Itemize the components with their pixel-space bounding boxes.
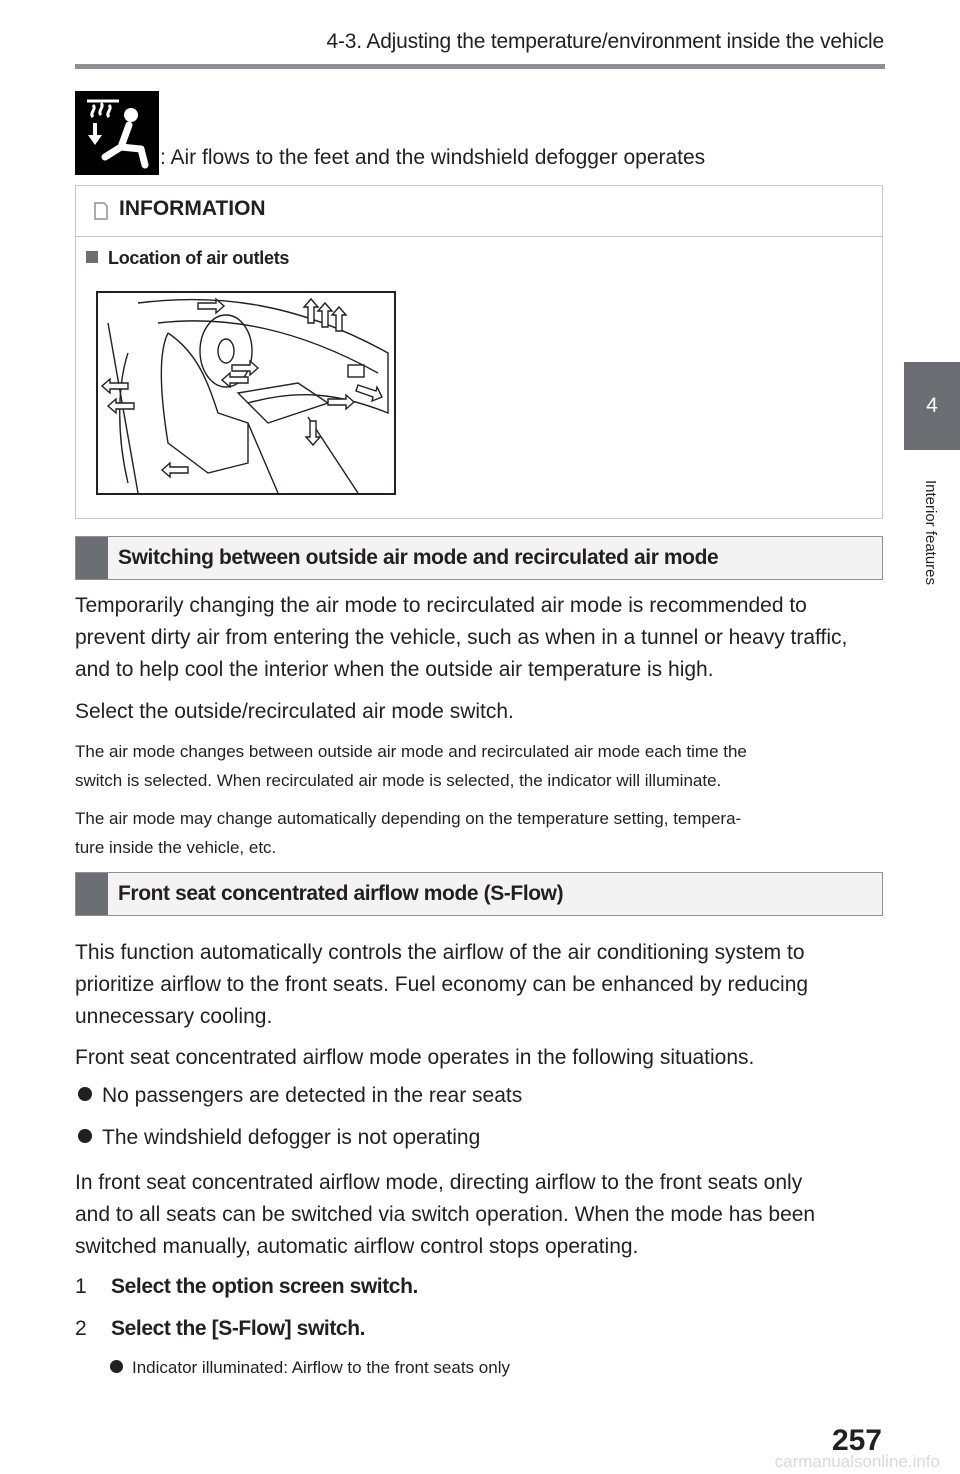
information-title: INFORMATION bbox=[119, 197, 266, 220]
chapter-side-label-text: Interior features bbox=[922, 479, 940, 585]
air-outlets-illustration bbox=[96, 291, 396, 495]
chapter-tab-number: 4 bbox=[926, 394, 938, 417]
s-flow-paragraph: This function automatically controls the airflow of the air conditioning system to prioritize airflow to the front seats. Fuel economy can be enhanced by reducing unnecessary cooling. bbox=[75, 941, 809, 1028]
square-bullet-icon bbox=[86, 251, 98, 263]
step-2 bbox=[75, 1317, 365, 1341]
step-1 bbox=[75, 1275, 418, 1299]
air-outlets-subheading: Location of air outlets bbox=[86, 248, 289, 269]
foot-and-defogger-mode-icon bbox=[75, 91, 159, 175]
chapter-side-label bbox=[916, 462, 946, 602]
bullet-icon bbox=[78, 1129, 92, 1143]
step-number: 1 bbox=[75, 1275, 87, 1298]
list-item: No passengers are detected in the rear seats bbox=[75, 1084, 522, 1108]
sub-list-item: Indicator illuminated: Airflow to the front seats only bbox=[110, 1358, 510, 1378]
bullet-icon bbox=[78, 1087, 92, 1101]
header-rule bbox=[75, 64, 885, 69]
mode-description: : Air flows to the feet and the windshield defogger operates bbox=[160, 146, 706, 169]
chapter-tab bbox=[904, 362, 960, 450]
note-icon bbox=[94, 202, 108, 220]
section-heading-text: Front seat concentrated airflow mode (S-Flow) bbox=[118, 882, 564, 905]
s-flow-conditions-intro: Front seat concentrated airflow mode operates in the following situations. bbox=[75, 1046, 755, 1069]
watermark: carmanualsonline.info bbox=[774, 1452, 940, 1471]
section-heading-text: Switching between outside air mode and recirculated air mode bbox=[118, 546, 719, 569]
s-flow-switch-paragraph: In front seat concentrated airflow mode, directing airflow to the front seats only and to all seats can be switched via switch operation. When the mode has been switched manually, automatic airflow control stops operating. bbox=[75, 1171, 816, 1258]
information-header bbox=[76, 186, 882, 237]
section-heading-bar bbox=[76, 873, 108, 915]
section-heading-s-flow bbox=[75, 872, 883, 916]
step-number: 2 bbox=[75, 1317, 87, 1340]
section-heading-air-mode bbox=[75, 536, 883, 580]
air-mode-note-2: The air mode may change automatically depending on the temperature setting, tempera- ture inside the vehicle, etc. bbox=[75, 809, 742, 857]
air-mode-instruction: Select the outside/recirculated air mode switch. bbox=[75, 700, 514, 723]
list-item: The windshield defogger is not operating bbox=[75, 1126, 480, 1150]
page-number: 257 bbox=[831, 1424, 882, 1457]
step-text: Select the option screen switch. bbox=[111, 1275, 418, 1298]
step-text: Select the [S-Flow] switch. bbox=[111, 1317, 366, 1340]
chapter-header: 4-3. Adjusting the temperature/environment inside the vehicle bbox=[326, 30, 884, 53]
information-box bbox=[75, 185, 883, 519]
air-mode-note-1: The air mode changes between outside air mode and recirculated air mode each time the switch is selected. When recirculated air mode is selected, the indicator will illuminate. bbox=[75, 742, 747, 790]
air-mode-paragraph: Temporarily changing the air mode to recirculated air mode is recommended to prevent dirty air from entering the vehicle, such as when in a tunnel or heavy traffic, and to help cool the interior when the outside air temperature is high. bbox=[75, 594, 848, 681]
bullet-icon bbox=[110, 1360, 123, 1373]
section-heading-bar bbox=[76, 537, 108, 579]
